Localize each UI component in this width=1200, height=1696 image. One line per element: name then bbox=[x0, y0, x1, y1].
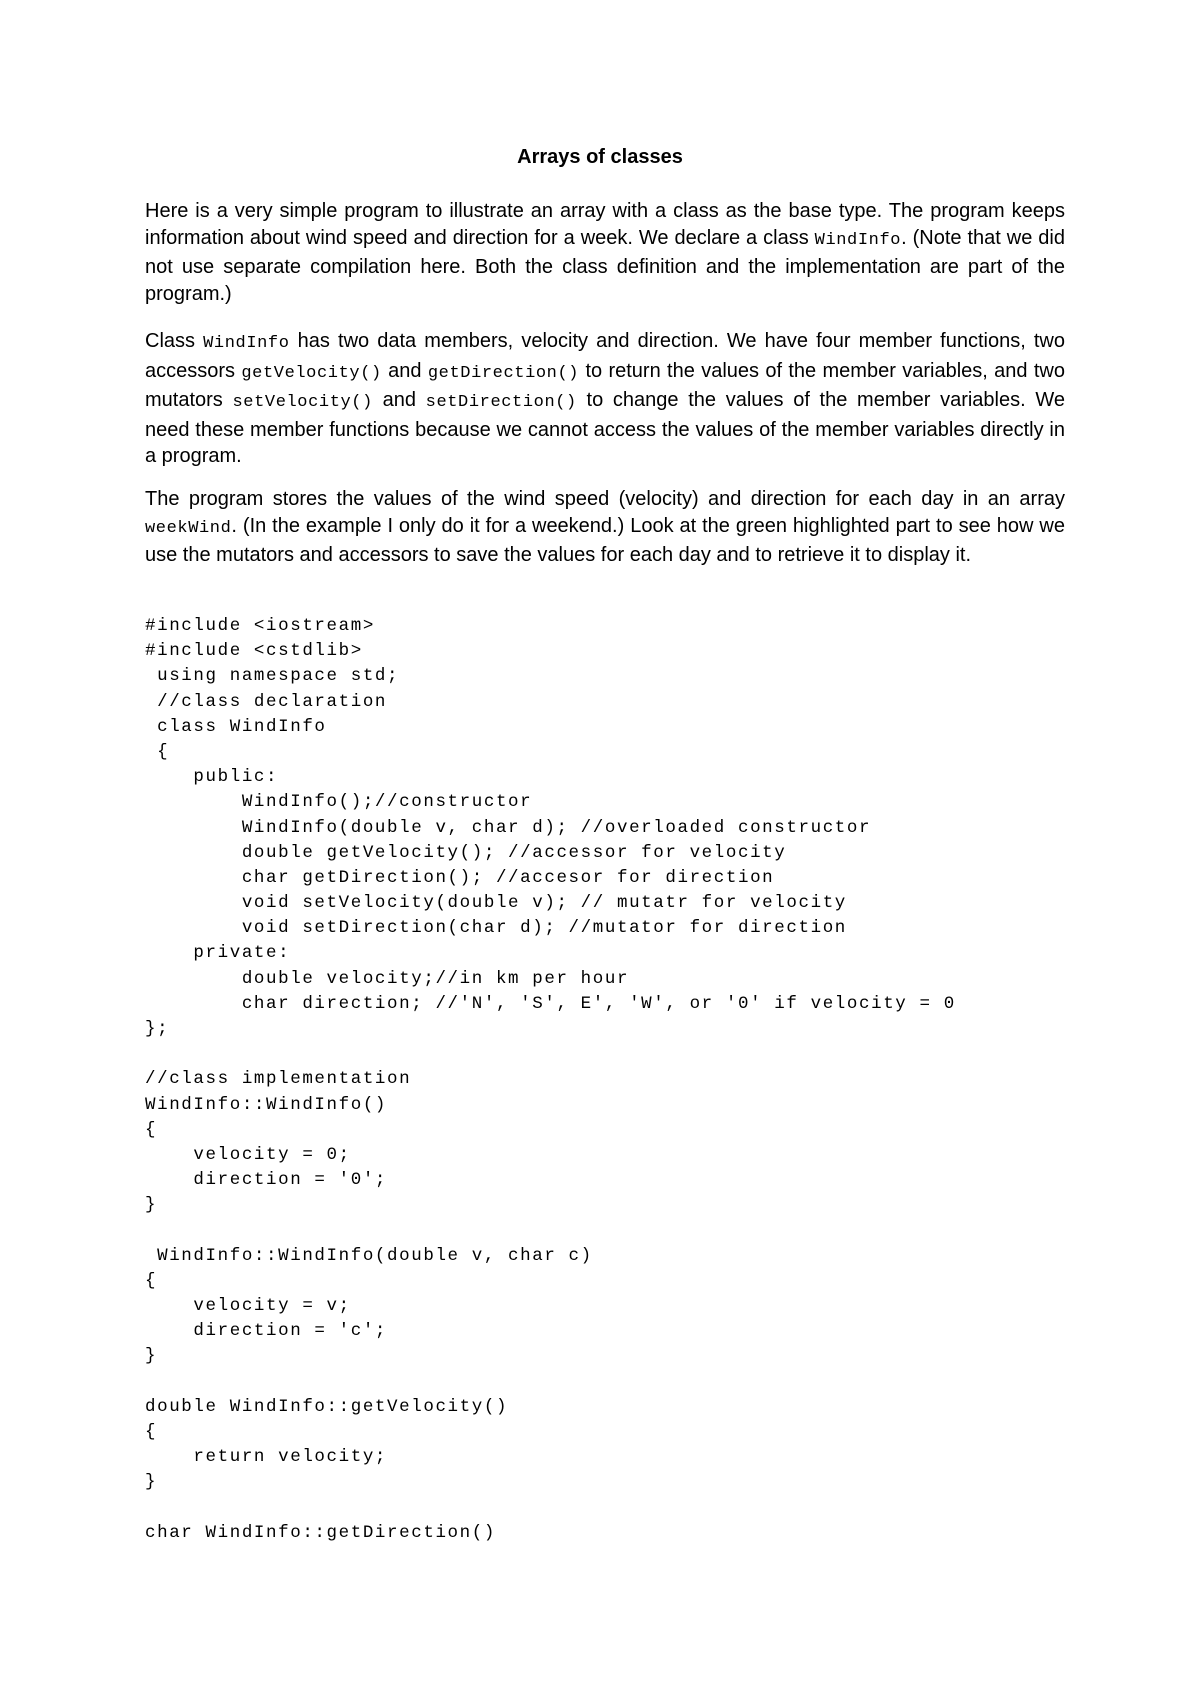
code-line: } bbox=[145, 1195, 158, 1216]
para2-code-setdirection: setDirection() bbox=[425, 393, 577, 412]
code-line: char direction; //'N', 'S', E', 'W', or '0' if velocity = 0 bbox=[145, 993, 956, 1014]
code-line: void setDirection(char d); //mutator for direction bbox=[145, 918, 847, 939]
para2-code-windinfo: WindInfo bbox=[203, 334, 290, 353]
code-line: private: bbox=[145, 943, 291, 964]
code-line bbox=[145, 1370, 1095, 1395]
para2-text-5: and bbox=[372, 389, 426, 411]
code-line: WindInfo(double v, char d); //overloaded constructor bbox=[145, 817, 872, 838]
code-line: direction = '0'; bbox=[145, 1170, 388, 1191]
code-line: { bbox=[145, 1270, 158, 1291]
code-line: WindInfo::WindInfo(double v, char c) bbox=[145, 1245, 593, 1266]
code-line: double velocity;//in km per hour bbox=[145, 968, 630, 989]
para1-text-2: . (Note that we did not use separate compilation here. Both the class definition and the implementation are part of the program.) bbox=[145, 226, 1065, 305]
code-line bbox=[145, 1219, 1095, 1244]
para2-text-6: to change the values of the member variables. We need these member functions because we cannot access the values of the member variables directly in a program. bbox=[145, 389, 1065, 467]
code-line: } bbox=[145, 1472, 158, 1493]
code-line: //class implementation bbox=[145, 1069, 412, 1090]
para2-code-getvelocity: getVelocity() bbox=[241, 363, 382, 383]
code-line: using namespace std; bbox=[145, 666, 400, 687]
code-line: #include <cstdlib> bbox=[145, 641, 363, 662]
para3-text-2: . (In the example I only do it for a weekend.) Look at the green highlighted part to see how we use the mutators and accessors to save the values for each day and to retrieve it to display it. bbox=[145, 514, 1065, 566]
array-description-paragraph bbox=[145, 486, 1065, 569]
code-line: } bbox=[145, 1346, 158, 1367]
para2-text-4: to return the values of the member variables, and two mutators bbox=[145, 359, 1065, 411]
code-line: double getVelocity(); //accessor for velocity bbox=[145, 842, 787, 863]
code-line: }; bbox=[145, 1019, 170, 1039]
code-line: public: bbox=[145, 767, 279, 788]
para2-text-1: Class bbox=[145, 330, 204, 352]
code-line: char WindInfo::getDirection() bbox=[145, 1522, 496, 1543]
para2-text-3: and bbox=[381, 359, 428, 382]
intro-paragraph bbox=[145, 198, 1065, 307]
code-line: { bbox=[145, 741, 170, 762]
code-line: direction = 'c'; bbox=[145, 1321, 388, 1342]
page-title: Arrays of classes bbox=[517, 146, 683, 168]
code-line: velocity = 0; bbox=[145, 1144, 351, 1165]
code-line: return velocity; bbox=[145, 1447, 388, 1468]
code-line: velocity = v; bbox=[145, 1296, 351, 1317]
code-line: { bbox=[145, 1119, 158, 1140]
code-line: char getDirection(); //accesor for direction bbox=[145, 867, 775, 888]
code-line: { bbox=[145, 1422, 158, 1442]
para2-code-setvelocity: setVelocity() bbox=[232, 393, 373, 412]
code-line bbox=[145, 1042, 1095, 1067]
para1-code-windinfo: WindInfo bbox=[814, 230, 902, 250]
code-line: class WindInfo bbox=[145, 716, 327, 737]
para1-text-1: Here is a very simple program to illustrate an array with a class as the base type. The program keeps information about wind speed and direction for a week. We declare a class bbox=[145, 200, 1065, 249]
para2-code-getdirection: getDirection() bbox=[427, 363, 580, 383]
para3-text-1: The program stores the values of the wind speed (velocity) and direction for each day in an array bbox=[145, 488, 1065, 510]
code-listing bbox=[145, 614, 1095, 1546]
code-line: void setVelocity(double v); // mutatr for velocity bbox=[145, 893, 847, 914]
code-line bbox=[145, 1496, 1095, 1521]
class-description-paragraph bbox=[145, 328, 1065, 470]
code-line: #include <iostream> bbox=[145, 616, 375, 636]
code-line: WindInfo::WindInfo() bbox=[145, 1094, 388, 1115]
code-line: //class declaration bbox=[145, 691, 388, 712]
para3-code-weekwind: weekWind bbox=[145, 518, 232, 538]
code-line: WindInfo();//constructor bbox=[145, 792, 533, 813]
code-line: double WindInfo::getVelocity() bbox=[145, 1396, 509, 1417]
para2-text-2: has two data members, velocity and direction. We have four member functions, two accessors bbox=[145, 330, 1065, 382]
